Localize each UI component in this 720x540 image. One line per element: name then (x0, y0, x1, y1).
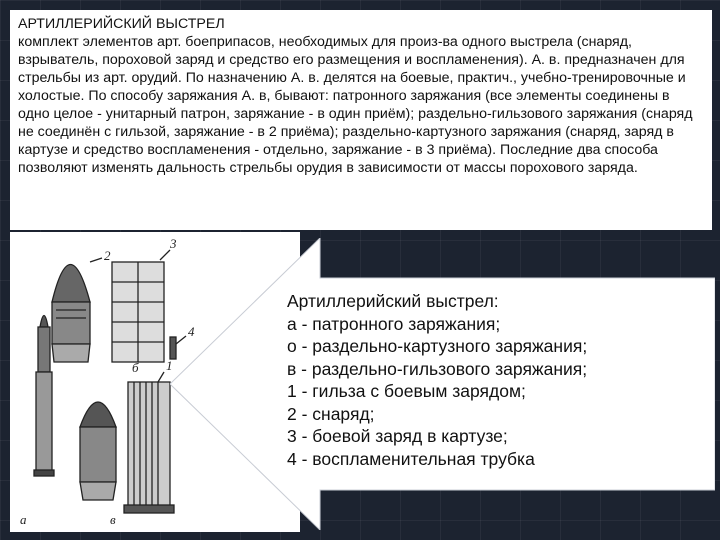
caption-line: а - патронного заряжания; (287, 313, 501, 334)
caption-line: 3 - боевой заряд в картузе; (287, 426, 508, 446)
definition-text: комплект элементов арт. боеприпасов, необходимых для произ-ва одного выстрела (снаряд, взрыватель, пороховой заряд и средство его размещения и воспламенения). А. в. предназначен для стрельбы из арт. орудий. По назначению А. в. делятся на боевые, практич., учебно-тренировочные и холостые. По способу заряжания А. в, бывают: патронного заряжания (все элементы соединены в одно целое - унитарный патрон, заряжание - в один приём); раздельно-гильзового заряжания (снаряд не соединён с гильзой, заряжание - в 2 приёма); раздельно-картузного заряжания (снаряд, заряд в картузе и средство воспламенения - отдельно, заряжание - в 3 приёма). Последние два способа позволяют изменять дальность стрельбы орудия в зависимости от массы порохового заряда. (18, 34, 693, 176)
definition-box (10, 10, 712, 230)
label-4: 4 (188, 324, 195, 339)
caption-line: о - раздельно-картузного заряжания; (287, 336, 588, 356)
label-3: 3 (170, 236, 177, 251)
label-b: б (132, 360, 139, 375)
label-1: 1 (166, 358, 173, 373)
definition-title: АРТИЛЛЕРИЙСКИЙ ВЫСТРЕЛ (18, 16, 225, 32)
caption-line: в - раздельно-гильзового заряжания; (287, 358, 588, 379)
label-2: 2 (104, 248, 111, 263)
caption-line: 1 - гильза с боевым зарядом; (287, 381, 526, 401)
caption-line: Артиллерийский выстрел: (287, 291, 499, 311)
label-v: в (110, 512, 116, 527)
label-a: а (20, 512, 27, 527)
caption-line: 4 - воспламенительная трубка (287, 448, 535, 469)
caption-line: 2 - снаряд; (287, 403, 375, 424)
figure-caption (287, 290, 687, 470)
